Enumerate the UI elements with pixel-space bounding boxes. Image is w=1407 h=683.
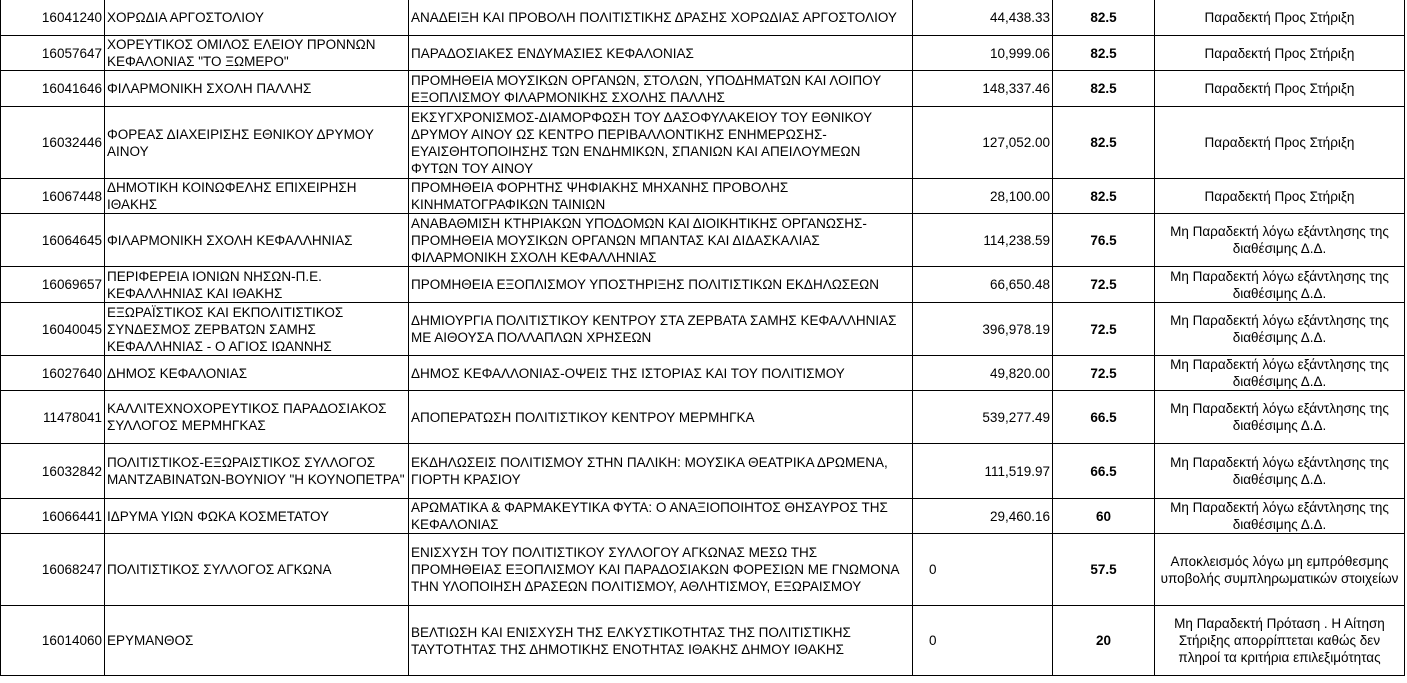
project-title: ΠΡΟΜΗΘΕΙΑ ΜΟΥΣΙΚΩΝ ΟΡΓΑΝΩΝ, ΣΤΟΛΩΝ, ΥΠΟΔΗΜΑΤΩΝ ΚΑΙ ΛΟΙΠΟΥ ΕΞΟΠΛΙΣΜΟΥ ΦΙΛΑΡΜΟΝΙΚΗΣ ΣΧΟΛΗΣ ΠΑΛΛΗΣ — [409, 71, 913, 107]
evaluation-status: Παραδεκτή Προς Στήριξη — [1155, 0, 1405, 36]
applicant-name: ΦΙΛΑΡΜΟΝΙΚΗ ΣΧΟΛΗ ΚΕΦΑΛΛΗΝΙΑΣ — [105, 214, 409, 267]
applicant-name: ΧΟΡΩΔΙΑ ΑΡΓΟΣΤΟΛΙΟΥ — [105, 0, 409, 36]
evaluation-status: Μη Παραδεκτή λόγω εξάντλησης της διαθέσιμης Δ.Δ. — [1155, 444, 1405, 499]
table-row — [1, 606, 1405, 676]
evaluation-score: 82.5 — [1053, 179, 1155, 214]
applicant-name: ΕΡΥΜΑΝΘΟΣ — [105, 606, 409, 676]
evaluation-score: 57.5 — [1053, 534, 1155, 606]
applicant-name: ΙΔΡΥΜΑ ΥΙΩΝ ΦΩΚΑ ΚΟΣΜΕΤΑΤΟΥ — [105, 499, 409, 534]
project-title: ΕΝΙΣΧΥΣΗ ΤΟΥ ΠΟΛΙΤΙΣΤΙΚΟΥ ΣΥΛΛΟΓΟΥ ΑΓΚΩΝΑΣ ΜΕΣΩ ΤΗΣ ΠΡΟΜΗΘΕΙΑΣ ΕΞΟΠΛΙΣΜΟΥ ΚΑΙ ΠΑΡΑΔΟΣΙΑΚΩΝ ΦΟΡΕΣΙΩΝ ΜΕ ΓΝΩΜΟΝΑ ΤΗΝ ΥΛΟΠΟΙΗΣΗ ΔΡΑΣΕΩΝ ΠΟΛΙΤΙΣΜΟΥ, ΑΘΛΗΤΙΣΜΟΥ, ΕΞΩΡΑΙΣΜΟΥ — [409, 534, 913, 606]
table-row — [1, 444, 1405, 499]
evaluation-score: 60 — [1053, 499, 1155, 534]
evaluation-status: Αποκλεισμός λόγω μη εμπρόθεσμης υποβολής συμπληρωματικών στοιχείων — [1155, 534, 1405, 606]
evaluation-status: Μη Παραδεκτή λόγω εξάντλησης της διαθέσιμης Δ.Δ. — [1155, 356, 1405, 391]
application-code: 16069657 — [1, 267, 105, 303]
evaluation-status: Παραδεκτή Προς Στήριξη — [1155, 36, 1405, 71]
application-code: 16057647 — [1, 36, 105, 71]
evaluation-status: Μη Παραδεκτή λόγω εξάντλησης της διαθέσιμης Δ.Δ. — [1155, 303, 1405, 356]
applicant-name: ΠΕΡΙΦΕΡΕΙΑ ΙΟΝΙΩΝ ΝΗΣΩΝ-Π.Ε. ΚΕΦΑΛΛΗΝΙΑΣ ΚΑΙ ΙΘΑΚΗΣ — [105, 267, 409, 303]
application-code: 16014060 — [1, 606, 105, 676]
project-title: ΠΡΟΜΗΘΕΙΑ ΦΟΡΗΤΗΣ ΨΗΦΙΑΚΗΣ ΜΗΧΑΝΗΣ ΠΡΟΒΟΛΗΣ ΚΙΝΗΜΑΤΟΓΡΑΦΙΚΩΝ ΤΑΙΝΙΩΝ — [409, 179, 913, 214]
evaluation-score: 66.5 — [1053, 391, 1155, 444]
evaluation-score: 72.5 — [1053, 303, 1155, 356]
evaluation-score: 82.5 — [1053, 107, 1155, 179]
budget-amount: 66,650.48 — [913, 267, 1053, 303]
applicant-name: ΦΟΡΕΑΣ ΔΙΑΧΕΙΡΙΣΗΣ ΕΘΝΙΚΟΥ ΔΡΥΜΟΥ ΑΙΝΟΥ — [105, 107, 409, 179]
budget-amount: 148,337.46 — [913, 71, 1053, 107]
budget-amount: 111,519.97 — [913, 444, 1053, 499]
applicant-name: ΔΗΜΟΣ ΚΕΦΑΛΟΝΙΑΣ — [105, 356, 409, 391]
budget-amount: 44,438.33 — [913, 0, 1053, 36]
evaluation-score: 72.5 — [1053, 356, 1155, 391]
applicant-name: ΚΑΛΛΙΤΕΧΝΟΧΟΡΕΥΤΙΚΟΣ ΠΑΡΑΔΟΣΙΑΚΟΣ ΣΥΛΛΟΓΟΣ ΜΕΡΜΗΓΚΑΣ — [105, 391, 409, 444]
budget-amount: 28,100.00 — [913, 179, 1053, 214]
table-row — [1, 303, 1405, 356]
applicant-name: ΕΞΩΡΑΪΣΤΙΚΟΣ ΚΑΙ ΕΚΠΟΛΙΤΙΣΤΙΚΟΣ ΣΥΝΔΕΣΜΟΣ ΖΕΡΒΑΤΩΝ ΣΑΜΗΣ ΚΕΦΑΛΛΗΝΙΑΣ - Ο ΑΓΙΟΣ ΙΩΑΝΝΗΣ — [105, 303, 409, 356]
evaluation-score: 72.5 — [1053, 267, 1155, 303]
project-title: ΒΕΛΤΙΩΣΗ ΚΑΙ ΕΝΙΣΧΥΣΗ ΤΗΣ ΕΛΚΥΣΤΙΚΟΤΗΤΑΣ ΤΗΣ ΠΟΛΙΤΙΣΤΙΚΗΣ ΤΑΥΤΟΤΗΤΑΣ ΤΗΣ ΔΗΜΟΤΙΚΗΣ ΕΝΟΤΗΤΑΣ ΙΘΑΚΗΣ ΔΗΜΟΥ ΙΘΑΚΗΣ — [409, 606, 913, 676]
application-code: 16064645 — [1, 214, 105, 267]
evaluation-status: Παραδεκτή Προς Στήριξη — [1155, 107, 1405, 179]
project-title: ΠΡΟΜΗΘΕΙΑ ΕΞΟΠΛΙΣΜΟΥ ΥΠΟΣΤΗΡΙΞΗΣ ΠΟΛΙΤΙΣΤΙΚΩΝ ΕΚΔΗΛΩΣΕΩΝ — [409, 267, 913, 303]
evaluation-score: 20 — [1053, 606, 1155, 676]
project-title: ΑΡΩΜΑΤΙΚΑ & ΦΑΡΜΑΚΕΥΤΙΚΑ ΦΥΤΑ: Ο ΑΝΑΞΙΟΠΟΙΗΤΟΣ ΘΗΣΑΥΡΟΣ ΤΗΣ ΚΕΦΑΛΟΝΙΑΣ — [409, 499, 913, 534]
table-row — [1, 356, 1405, 391]
budget-amount: 539,277.49 — [913, 391, 1053, 444]
project-title: ΑΠΟΠΕΡΑΤΩΣΗ ΠΟΛΙΤΙΣΤΙΚΟΥ ΚΕΝΤΡΟΥ ΜΕΡΜΗΓΚΑ — [409, 391, 913, 444]
application-code: 16041646 — [1, 71, 105, 107]
project-title: ΕΚΔΗΛΩΣΕΙΣ ΠΟΛΙΤΙΣΜΟΥ ΣΤΗΝ ΠΑΛΙΚΗ: ΜΟΥΣΙΚΑ ΘΕΑΤΡΙΚΑ ΔΡΩΜΕΝΑ, ΓΙΟΡΤΗ ΚΡΑΣΙΟΥ — [409, 444, 913, 499]
evaluation-status: Παραδεκτή Προς Στήριξη — [1155, 179, 1405, 214]
applicant-name: ΠΟΛΙΤΙΣΤΙΚΟΣ-ΕΞΩΡΑΙΣΤΙΚΟΣ ΣΥΛΛΟΓΟΣ ΜΑΝΤΖΑΒΙΝΑΤΩΝ-ΒΟΥΝΙΟΥ "Η ΚΟΥΝΟΠΕΤΡΑ" — [105, 444, 409, 499]
project-title: ΔΗΜΟΣ ΚΕΦΑΛΛΟΝΙΑΣ-ΟΨΕΙΣ ΤΗΣ ΙΣΤΟΡΙΑΣ ΚΑΙ ΤΟΥ ΠΟΛΙΤΙΣΜΟΥ — [409, 356, 913, 391]
applicant-name: ΠΟΛΙΤΙΣΤΙΚΟΣ ΣΥΛΛΟΓΟΣ ΑΓΚΩΝΑ — [105, 534, 409, 606]
budget-amount: 114,238.59 — [913, 214, 1053, 267]
application-code: 16068247 — [1, 534, 105, 606]
table-row — [1, 107, 1405, 179]
table-row — [1, 391, 1405, 444]
evaluation-score: 82.5 — [1053, 36, 1155, 71]
evaluation-status: Μη Παραδεκτή λόγω εξάντλησης της διαθέσιμης Δ.Δ. — [1155, 499, 1405, 534]
applicant-name: ΧΟΡΕΥΤΙΚΟΣ ΟΜΙΛΟΣ ΕΛΕΙΟΥ ΠΡΟΝΝΩΝ ΚΕΦΑΛΟΝΙΑΣ "ΤΟ ΞΩΜΕΡΟ" — [105, 36, 409, 71]
evaluation-score: 76.5 — [1053, 214, 1155, 267]
evaluation-status: Μη Παραδεκτή λόγω εξάντλησης της διαθέσιμης Δ.Δ. — [1155, 391, 1405, 444]
budget-amount: 127,052.00 — [913, 107, 1053, 179]
evaluation-score: 82.5 — [1053, 71, 1155, 107]
application-code: 16032842 — [1, 444, 105, 499]
project-title: ΕΚΣΥΓΧΡΟΝΙΣΜΟΣ-ΔΙΑΜΟΡΦΩΣΗ ΤΟΥ ΔΑΣΟΦΥΛΑΚΕΙΟΥ ΤΟΥ ΕΘΝΙΚΟΥ ΔΡΥΜΟΥ ΑΙΝΟΥ ΩΣ ΚΕΝΤΡΟ ΠΕΡΙΒΑΛΛΟΝΤΙΚΗΣ ΕΝΗΜΕΡΩΣΗΣ-ΕΥΑΙΣΘΗΤΟΠΟΙΗΣΗΣ ΤΩΝ ΕΝΔΗΜΙΚΩΝ, ΣΠΑΝΙΩΝ ΚΑΙ ΑΠΕΙΛΟΥΜΕΩΝ ΦΥΤΩΝ ΤΟΥ ΑΙΝΟΥ — [409, 107, 913, 179]
budget-amount: 396,978.19 — [913, 303, 1053, 356]
application-code: 11478041 — [1, 391, 105, 444]
budget-amount: 10,999.06 — [913, 36, 1053, 71]
evaluation-status: Μη Παραδεκτή λόγω εξάντλησης της διαθέσιμης Δ.Δ. — [1155, 214, 1405, 267]
evaluation-score: 82.5 — [1053, 0, 1155, 36]
project-title: ΔΗΜΙΟΥΡΓΙΑ ΠΟΛΙΤΙΣΤΙΚΟΥ ΚΕΝΤΡΟΥ ΣΤΑ ΖΕΡΒΑΤΑ ΣΑΜΗΣ ΚΕΦΑΛΛΗΝΙΑΣ ΜΕ ΑΙΘΟΥΣΑ ΠΟΛΛΑΠΛΩΝ ΧΡΗΣΕΩΝ — [409, 303, 913, 356]
applicant-name: ΦΙΛΑΡΜΟΝΙΚΗ ΣΧΟΛΗ ΠΑΛΛΗΣ — [105, 71, 409, 107]
application-code: 16027640 — [1, 356, 105, 391]
evaluation-status: Μη Παραδεκτή Πρόταση . Η Αίτηση Στήριξης απορρίπτεται καθώς δεν πληροί τα κριτήρια επιλεξιμότητας — [1155, 606, 1405, 676]
table-row — [1, 71, 1405, 107]
application-code: 16040045 — [1, 303, 105, 356]
evaluation-score: 66.5 — [1053, 444, 1155, 499]
table-row — [1, 534, 1405, 606]
table-row — [1, 36, 1405, 71]
table-row — [1, 0, 1405, 36]
budget-amount: 49,820.00 — [913, 356, 1053, 391]
evaluation-status: Μη Παραδεκτή λόγω εξάντλησης της διαθέσιμης Δ.Δ. — [1155, 267, 1405, 303]
table-row — [1, 267, 1405, 303]
budget-amount: 0 — [913, 534, 1053, 606]
table-row — [1, 214, 1405, 267]
table-row — [1, 179, 1405, 214]
application-code: 16032446 — [1, 107, 105, 179]
applicant-name: ΔΗΜΟΤΙΚΗ ΚΟΙΝΩΦΕΛΗΣ ΕΠΙΧΕΙΡΗΣΗ ΙΘΑΚΗΣ — [105, 179, 409, 214]
application-code: 16041240 — [1, 0, 105, 36]
project-title: ΠΑΡΑΔΟΣΙΑΚΕΣ ΕΝΔΥΜΑΣΙΕΣ ΚΕΦΑΛΟΝΙΑΣ — [409, 36, 913, 71]
project-title: ΑΝΑΒΑΘΜΙΣΗ ΚΤΗΡΙΑΚΩΝ ΥΠΟΔΟΜΩΝ ΚΑΙ ΔΙΟΙΚΗΤΙΚΗΣ ΟΡΓΑΝΩΣΗΣ-ΠΡΟΜΗΘΕΙΑ ΜΟΥΣΙΚΩΝ ΟΡΓΑΝΩΝ ΜΠΑΝΤΑΣ ΚΑΙ ΔΙΔΑΣΚΑΛΙΑΣ ΦΙΛΑΡΜΟΝΙΚΗ ΣΧΟΛΗ ΚΕΦΑΛΛΗΝΙΑΣ — [409, 214, 913, 267]
application-code: 16066441 — [1, 499, 105, 534]
table-row — [1, 499, 1405, 534]
evaluation-status: Παραδεκτή Προς Στήριξη — [1155, 71, 1405, 107]
application-code: 16067448 — [1, 179, 105, 214]
budget-amount: 0 — [913, 606, 1053, 676]
project-title: ΑΝΑΔΕΙΞΗ ΚΑΙ ΠΡΟΒΟΛΗ ΠΟΛΙΤΙΣΤΙΚΗΣ ΔΡΑΣΗΣ ΧΟΡΩΔΙΑΣ ΑΡΓΟΣΤΟΛΙΟΥ — [409, 0, 913, 36]
budget-amount: 29,460.16 — [913, 499, 1053, 534]
